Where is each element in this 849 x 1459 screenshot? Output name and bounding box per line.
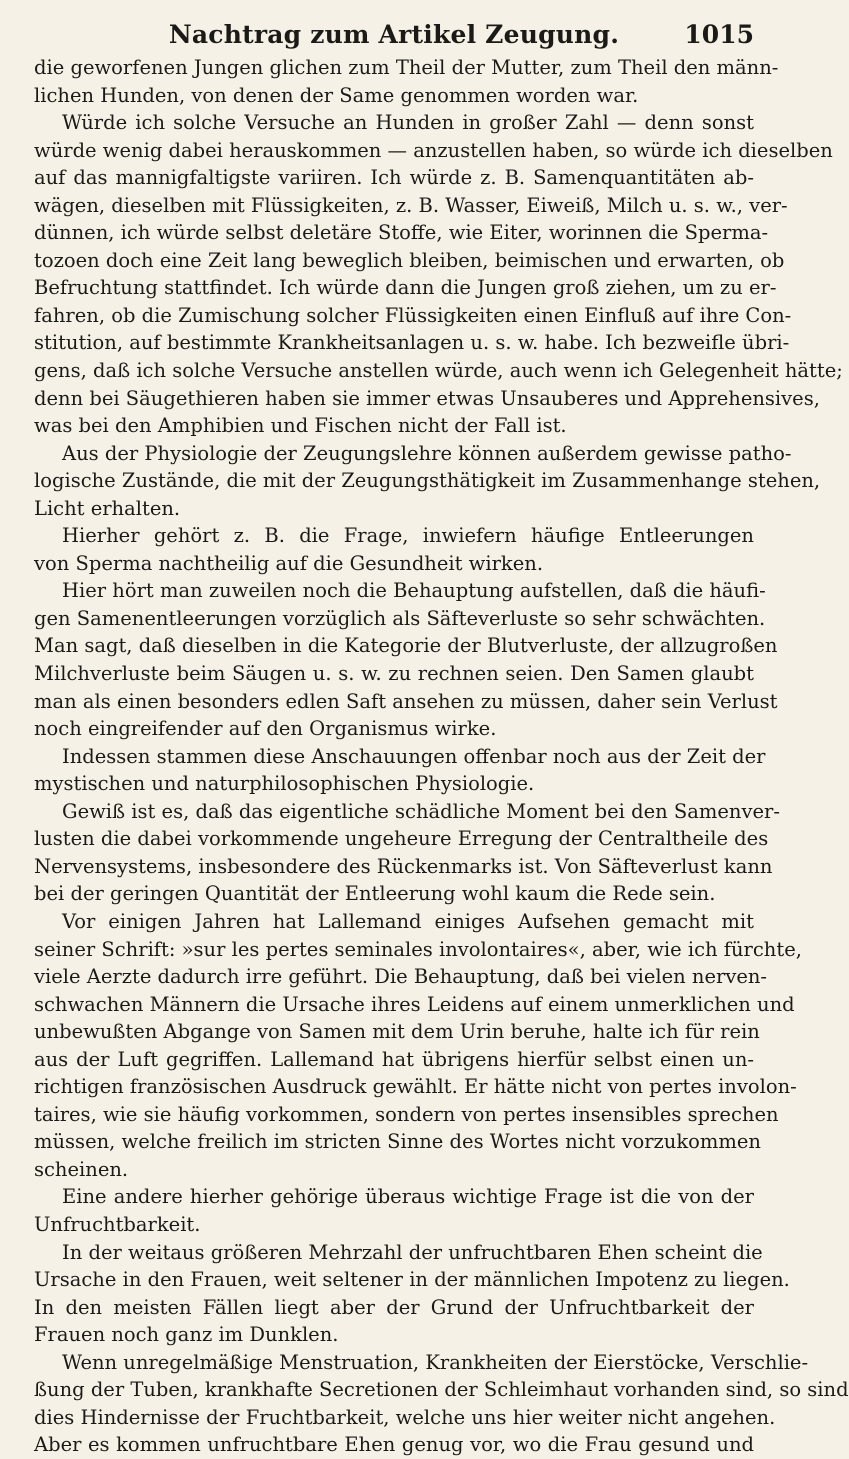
text-line: lichen Hunden, von denen der Same genommen worden war. [34,83,639,107]
text-line: auf das mannigfaltigste variiren. Ich würde z. B. Samenquantitäten ab- [34,166,754,190]
text-line: seiner Schrift: »sur les pertes seminales involontaires«, aber, wie ich fürchte, [34,937,802,961]
running-title: Nachtrag zum Artikel Zeugung. [168,20,620,49]
text-line: bei der geringen Quantität der Entleerung wohl kaum die Rede sein. [34,882,716,906]
text-line: Unfruchtbarkeit. [34,1212,201,1236]
text-line: Aber es kommen unfruchtbare Ehen genug vor, wo die Frau gesund und [34,1433,754,1457]
text-line: richtigen französischen Ausdruck gewählt. Er hätte nicht von pertes involon- [34,1075,797,1099]
text-line: tozoen doch eine Zeit lang beweglich bleiben, beimischen und erwarten, ob [34,248,785,272]
text-line: Man sagt, daß dieselben in die Kategorie der Blutverluste, der allzugroßen [34,634,778,658]
text-line: die geworfenen Jungen glichen zum Theil der Mutter, zum Theil den männ- [34,56,779,79]
text-line: denn bei Säugethieren haben sie immer etwas Unsauberes und Apprehensives, [34,386,820,410]
text-line: Eine andere hierher gehörige überaus wichtige Frage ist die von der [62,1185,754,1209]
text-line: wägen, dieselben mit Flüssigkeiten, z. B. Wasser, Eiweiß, Milch u. s. w., ver- [34,193,788,217]
text-line: mystischen und naturphilosophischen Physiologie. [34,772,535,796]
text-line: Gewiß ist es, daß das eigentliche schädliche Moment bei den Samenver- [62,799,780,823]
text-line: Aus der Physiologie der Zeugungslehre können außerdem gewisse patho- [62,441,792,465]
text-line: dünnen, ich würde selbst deletäre Stoffe, wie Eiter, worinnen die Sperma- [34,221,769,245]
text-line: Vor einigen Jahren hat Lallemand einiges Aufsehen gemacht mit [62,909,754,933]
text-line: Ursache in den Frauen, weit seltener in der männlichen Impotenz zu liegen. [34,1268,790,1292]
text-line: Nervensystems, insbesondere des Rückenmarks ist. Von Säfteverlust kann [34,854,773,878]
text-line: gen Samenentleerungen vorzüglich als Säfteverluste so sehr schwächten. [34,606,766,630]
text-line: lusten die dabei vorkommende ungeheure Erregung der Centraltheile des [34,827,769,851]
text-line: gens, daß ich solche Versuche anstellen würde, auch wenn ich Gelegenheit hätte; [34,359,843,383]
text-line: Indessen stammen diese Anschauungen offenbar noch aus der Zeit der [62,744,766,768]
text-line: scheinen. [34,1157,129,1181]
page-header [34,12,754,52]
text-line: aus der Luft gegriffen. Lallemand hat übrigens hierfür selbst einen un- [34,1047,754,1071]
text-line: Befruchtung stattfindet. Ich würde dann die Jungen groß ziehen, um zu er- [34,276,777,300]
text-line: Hierher gehört z. B. die Frage, inwiefern häufige Entleerungen [62,524,754,548]
text-line: würde wenig dabei herauskommen — anzustellen haben, so würde ich dieselben [34,138,833,162]
text-line: stitution, auf bestimmte Krankheitsanlagen u. s. w. habe. Ich bezweifle übri- [34,331,790,355]
text-line: Licht erhalten. [34,496,181,520]
text-line: In den meisten Fällen liegt aber der Grund der Unfruchtbarkeit der [34,1295,754,1319]
text-line: schwachen Männern die Ursache ihres Leidens auf einem unmerklichen und [34,992,795,1016]
text-line: viele Aerzte dadurch irre geführt. Die Behauptung, daß bei vielen nerven- [34,965,768,989]
text-line: Wenn unregelmäßige Menstruation, Krankheiten der Eierstöcke, Verschlie- [62,1350,809,1374]
text-line: taires, wie sie häufig vorkommen, sondern von pertes insensibles sprechen [34,1102,779,1126]
text-line: In der weitaus größeren Mehrzahl der unfruchtbaren Ehen scheint die [62,1240,763,1264]
text-line: Hier hört man zuweilen noch die Behauptung aufstellen, daß die häufi- [62,579,766,603]
text-line: Würde ich solche Versuche an Hunden in großer Zahl — denn sonst [62,111,754,135]
text-line: ßung der Tuben, krankhafte Secretionen der Schleimhaut vorhanden sind, so sind [34,1378,849,1402]
text-line: dies Hindernisse der Fruchtbarkeit, welche uns hier weiter nicht angehen. [34,1405,776,1429]
page-number: 1015 [684,20,754,49]
body-text [34,54,849,1459]
text-line: was bei den Amphibien und Fischen nicht der Fall ist. [34,414,567,438]
text-line: Frauen noch ganz im Dunklen. [34,1323,339,1347]
text-line: fahren, ob die Zumischung solcher Flüssigkeiten einen Einfluß auf ihre Con- [34,303,792,327]
text-line: unbewußten Abgange von Samen mit dem Urin beruhe, halte ich für rein [34,1020,760,1044]
text-line: von Sperma nachtheilig auf die Gesundheit wirken. [34,551,544,575]
text-line: man als einen besonders edlen Saft ansehen zu müssen, daher sein Verlust [34,689,778,713]
text-line: noch eingreifender auf den Organismus wirke. [34,717,497,741]
text-line: logische Zustände, die mit der Zeugungsthätigkeit im Zusammenhange stehen, [34,469,821,493]
text-line: müssen, welche freilich im stricten Sinne des Wortes nicht vorzukommen [34,1130,761,1154]
text-line: Milchverluste beim Säugen u. s. w. zu rechnen seien. Den Samen glaubt [34,662,754,686]
